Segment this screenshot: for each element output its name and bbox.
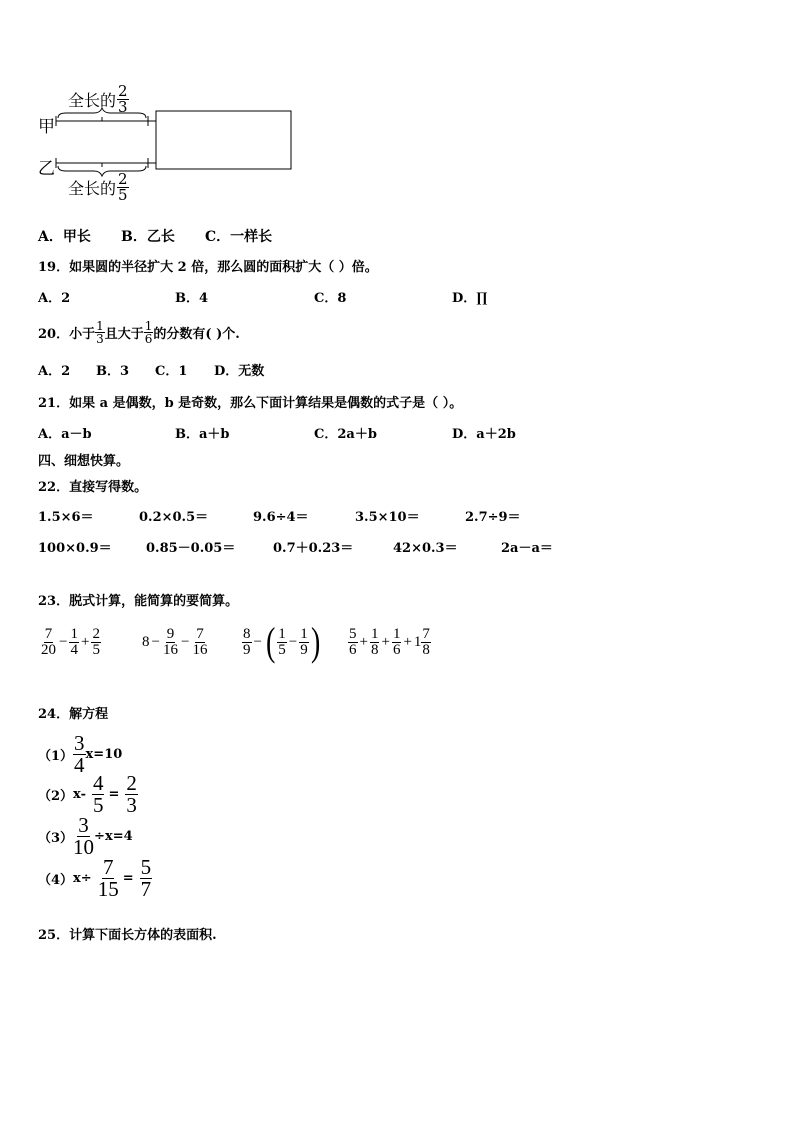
q23-stem: 23．脱式计算，能简算的要简算。 <box>38 594 239 609</box>
q23-expr-1: $\frac{7}{20}$ − $\frac{1}{4}$ + $\frac{2}{5}$ <box>41 626 100 658</box>
segment-diagram <box>36 84 306 204</box>
q23-expr-2: 8 − $\frac{9}{16}$ − $\frac{7}{16}$ <box>142 626 208 658</box>
bottom-label: 全长的 $\frac{2}{5}$ <box>68 170 128 204</box>
q24-equation-4: （4） x÷ $\frac{7}{15}$ = $\frac{5}{7}$ <box>38 855 152 902</box>
q21-option-d[interactable]: D．a＋2b <box>452 427 516 442</box>
q22-r1-c1: 1.5×6＝ <box>38 510 94 525</box>
q23-expr-3: $\frac{8}{9}$ − ( $\frac{1}{5}$ − $\frac{1}{9}$ ) <box>243 619 321 664</box>
q20-fraction-1: $\frac{1}{3}$ <box>96 319 104 346</box>
top-label: 全长的 $\frac{2}{3}$ <box>68 82 128 116</box>
q24-equation-1: （1） 3 4 x=10 <box>38 731 123 778</box>
q22-r2-c2: 0.85－0.05＝ <box>146 541 236 556</box>
q21-option-a[interactable]: A．a－b <box>38 427 92 442</box>
q22-r1-c4: 3.5×10＝ <box>355 510 420 525</box>
top-fraction: $\frac{2}{3}$ <box>118 82 128 116</box>
q24-equation-2: （2） x- $\frac{4}{5}$ = $\frac{2}{3}$ <box>38 771 137 818</box>
q22-r1-c2: 0.2×0.5＝ <box>139 510 209 525</box>
q18-option-a[interactable]: A．甲长 <box>38 229 91 245</box>
q19-stem: 19．如果圆的半径扩大 2 倍，那么圆的面积扩大（ ）倍。 <box>38 260 378 275</box>
q19-option-d[interactable]: D．∏ <box>452 291 488 306</box>
q24-equation-3: （3） $\frac{3}{10}$ ÷x=4 <box>38 813 133 860</box>
q21-stem: 21．如果 a 是偶数，b 是奇数，那么下面计算结果是偶数的式子是（ ）。 <box>38 396 463 411</box>
q25-stem: 25．计算下面长方体的表面积. <box>38 928 217 943</box>
q19-option-a[interactable]: A．2 <box>38 291 71 306</box>
whole-length-rect <box>156 111 291 169</box>
q20-stem: 20．小于 $\frac{1}{3}$ 且大于 $\frac{1}{6}$ 的分数有( )个. <box>38 319 240 346</box>
q22-stem: 22．直接写得数。 <box>38 480 148 495</box>
q22-r2-c1: 100×0.9＝ <box>38 541 112 556</box>
q22-r2-c3: 0.7＋0.23＝ <box>273 541 354 556</box>
bottom-fraction: $\frac{2}{5}$ <box>118 170 128 204</box>
q24-stem: 24．解方程 <box>38 707 109 722</box>
q18-option-b[interactable]: B．乙长 <box>121 229 175 245</box>
q22-r1-c5: 2.7÷9＝ <box>465 510 521 525</box>
q22-r2-c4: 42×0.3＝ <box>393 541 458 556</box>
q20-option-c[interactable]: C．1 <box>155 364 188 379</box>
q22-r2-c5: 2a－a＝ <box>501 541 553 556</box>
q22-r1-c3: 9.6÷4＝ <box>253 510 309 525</box>
q21-option-c[interactable]: C．2a＋b <box>314 427 377 442</box>
q20-option-d[interactable]: D．无数 <box>214 364 265 379</box>
q19-option-c[interactable]: C．8 <box>314 291 347 306</box>
section-4-heading: 四、细想快算。 <box>38 454 130 469</box>
q20-fraction-2: $\frac{1}{6}$ <box>144 319 153 346</box>
q19-option-b[interactable]: B．4 <box>175 291 209 306</box>
q23-expr-4: $\frac{5}{6}$ + $\frac{1}{8}$ + $\frac{1}{6}$ + 1 $\frac{7}{8}$ <box>349 626 430 658</box>
q18-option-c[interactable]: C．一样长 <box>205 229 273 245</box>
label-yi: 乙 <box>38 159 55 179</box>
q21-option-b[interactable]: B．a＋b <box>175 427 230 442</box>
q20-option-b[interactable]: B．3 <box>96 364 130 379</box>
q20-option-a[interactable]: A．2 <box>38 364 71 379</box>
label-jia: 甲 <box>38 117 55 137</box>
